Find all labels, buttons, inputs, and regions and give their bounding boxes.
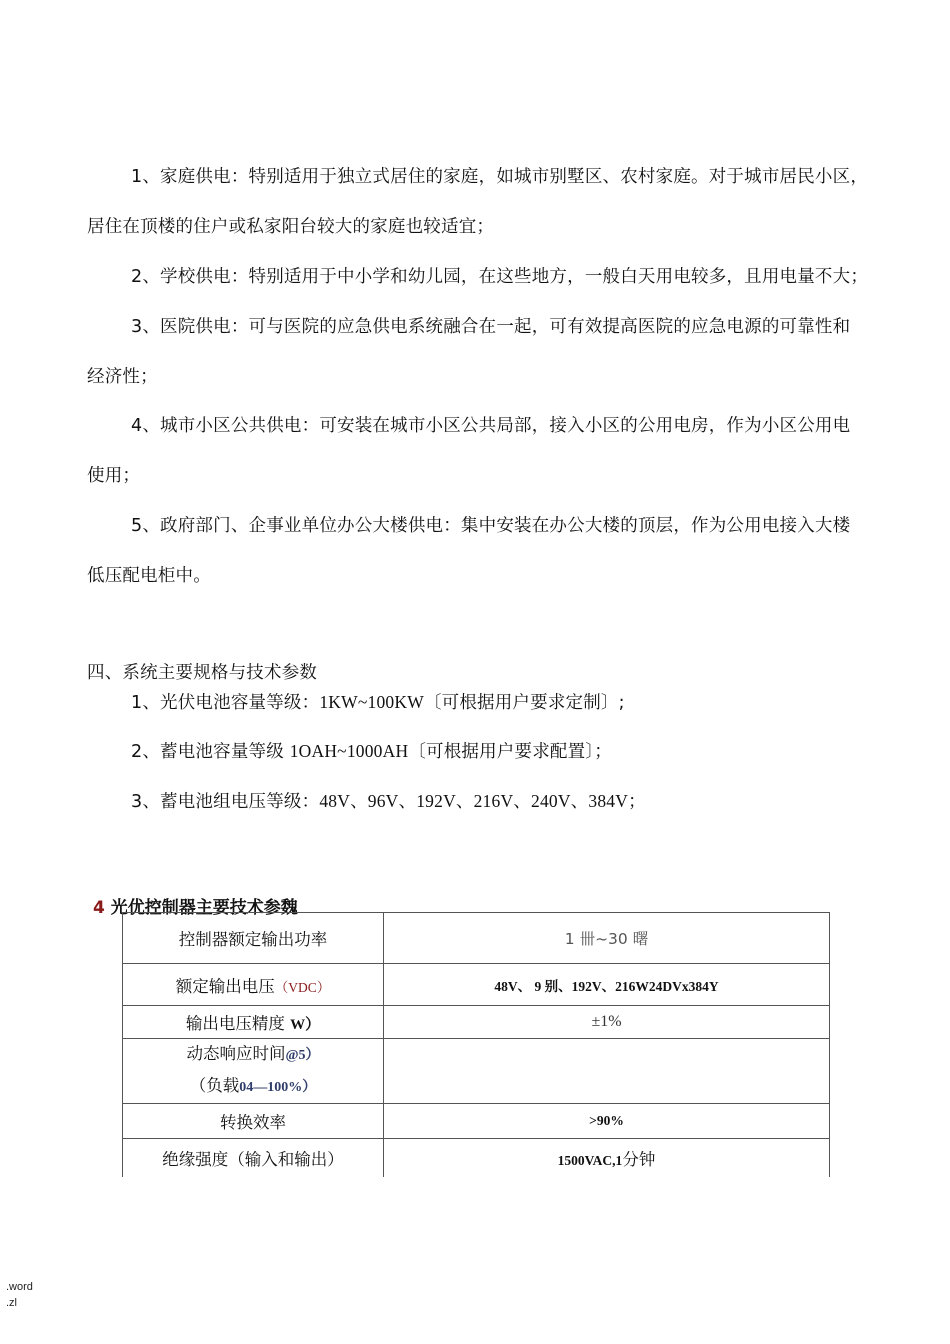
table-row (123, 1039, 830, 1104)
param-label (123, 1039, 384, 1104)
paragraph-5-cont: 低压配电柜中。 (87, 566, 211, 586)
paragraph-5: 5、政府部门、企事业单位办公大楼供电：集中安装在办公大楼的顶层，作为公用电接入大楼 (131, 516, 851, 536)
spec-item-2-value: 1OAH~1000AH (289, 741, 409, 761)
param-label: 转换效率 (123, 1104, 384, 1139)
param-label-line1 (123, 1039, 383, 1071)
param-label-unit: W） (290, 1017, 321, 1033)
param-value: 48V、 9 别、192V、216W24DVx384Y (384, 964, 830, 1006)
param-value-number: 1500VAC,1 (557, 1152, 623, 1168)
spec-item-3-suffix: ； (628, 792, 646, 812)
table-title-text: 光优控制器主要技术参魏 (110, 898, 298, 918)
param-label-unit: （VDC） (274, 979, 331, 995)
param-label-line2 (123, 1071, 383, 1103)
spec-item-1-prefix: 1、光伏电池容量等级： (131, 693, 320, 713)
param-label-text: （负载 (189, 1076, 240, 1095)
paragraph-4-cont: 使用； (87, 466, 141, 486)
param-value (384, 1039, 830, 1104)
paragraph-1-cont: 居住在顶楼的住户或私家阳台较大的家庭也较适宜； (87, 217, 495, 237)
param-label-text: 动态响应时间 (186, 1044, 286, 1063)
param-label (123, 964, 384, 1006)
param-value: 1 卌~30 曙 (384, 913, 830, 964)
footer-line-1: .word (6, 1281, 33, 1293)
table-title-number: 4 (93, 898, 105, 918)
table-row (123, 1104, 830, 1139)
section-heading: 四、系统主要规格与技术参数 (87, 663, 318, 683)
param-value: ±1% (384, 1006, 830, 1039)
spec-item-2-prefix: 2、蓄电池容量等级 (131, 742, 290, 762)
paragraph-3-cont: 经济性； (87, 367, 158, 387)
spec-item-3 (131, 788, 646, 813)
footer-line-2: .zl (6, 1297, 17, 1309)
spec-item-1-suffix: 〔可根据用户要求定制〕; (423, 693, 625, 713)
table-row (123, 913, 830, 964)
param-label-text: 输出电压精度 (185, 1014, 285, 1033)
spec-item-3-prefix: 3、蓄电池组电压等级： (131, 792, 320, 812)
param-label-text: 额定输出电压 (175, 976, 275, 996)
param-label: 控制器额定输出功率 (123, 913, 384, 964)
spec-item-2 (131, 738, 612, 763)
paragraph-1: 1、家庭供电：特别适用于独立式居住的家庭，如城市别墅区、农村家庭。对于城市居民小区， (131, 167, 869, 187)
spec-item-1 (131, 689, 625, 714)
param-label-unit: @5） (285, 1048, 320, 1063)
table-row (123, 1006, 830, 1039)
param-value-text: 分钟 (622, 1149, 656, 1169)
paragraph-3: 3、医院供电：可与医院的应急供电系统融合在一起，可有效提高医院的应急电源的可靠性和 (131, 317, 851, 337)
spec-item-2-suffix: 〔可根据用户要求配置〕； (408, 742, 612, 762)
param-value (384, 1139, 830, 1177)
table-row (123, 964, 830, 1006)
table-row (123, 1139, 830, 1177)
param-label-unit: 04—100%） (239, 1080, 317, 1095)
spec-item-1-value: 1KW~100KW (319, 692, 424, 712)
param-label: 绝缘强度（输入和输出） (123, 1139, 384, 1177)
spec-item-3-value: 48V、96V、192V、216V、240V、384V (319, 791, 629, 811)
param-value: >90% (384, 1104, 830, 1139)
paragraph-4: 4、城市小区公共供电：可安装在城市小区公共局部，接入小区的公用电房，作为小区公用电 (131, 416, 851, 436)
controller-spec-table (122, 912, 830, 1177)
paragraph-2: 2、学校供电：特别适用于中小学和幼儿园，在这些地方，一般白天用电较多，且用电量不大； (131, 267, 869, 287)
param-label (123, 1006, 384, 1039)
